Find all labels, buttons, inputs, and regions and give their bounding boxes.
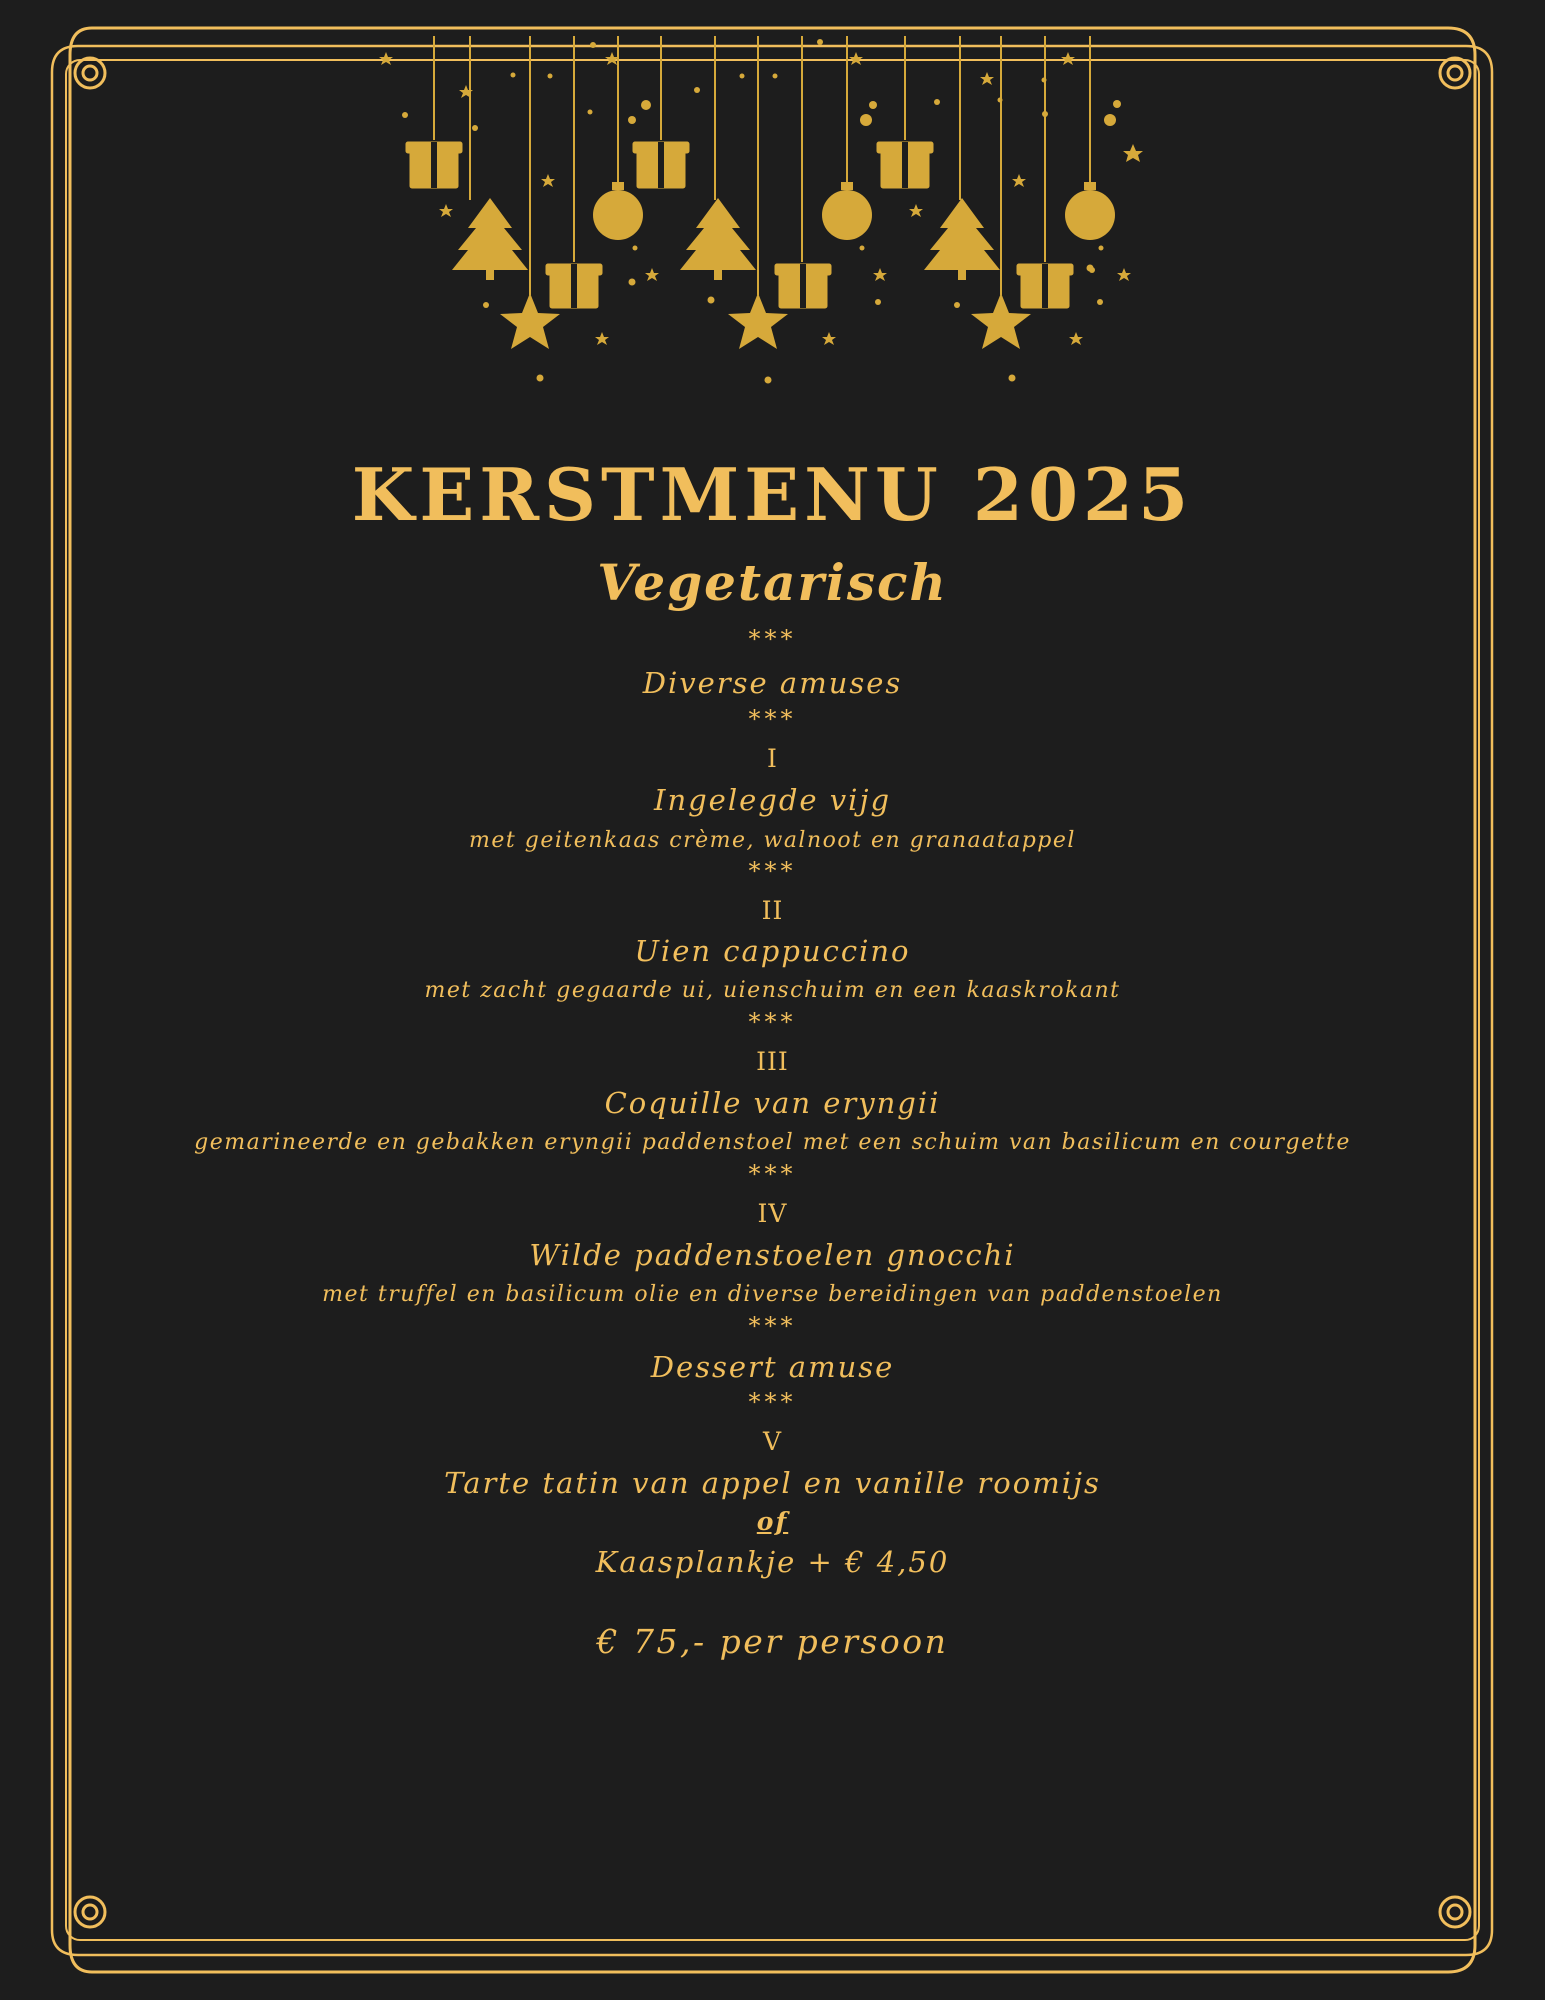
separator: *** (748, 1388, 797, 1416)
menu-price: € 75,- per persoon (596, 1622, 949, 1661)
dessert-amuse: Dessert amuse (650, 1350, 895, 1384)
course-dish: Wilde paddenstoelen gnocchi (529, 1238, 1016, 1272)
course-description: gemarineerde en gebakken eryngii paddenstoel met een schuim van basilicum en courgette (194, 1130, 1351, 1155)
menu-subtitle: Vegetarisch (597, 553, 948, 612)
course-number: III (756, 1047, 789, 1076)
separator: *** (748, 1008, 797, 1036)
separator: *** (748, 705, 797, 733)
dessert-alternative: Kaasplankje + € 4,50 (595, 1545, 950, 1579)
separator: *** (748, 857, 797, 885)
course-number: V (762, 1427, 783, 1456)
separator: *** (748, 625, 797, 653)
course-description: met geitenkaas crème, walnoot en granaatappel (469, 828, 1076, 853)
course-description: met zacht gegaarde ui, uienschuim en een kaaskrokant (424, 978, 1121, 1003)
course-dish: Ingelegde vijg (653, 783, 892, 817)
menu-title: KERSTMENU 2025 (351, 452, 1194, 537)
separator: *** (748, 1160, 797, 1188)
course-dish: Coquille van eryngii (604, 1086, 941, 1120)
course-number: IV (757, 1199, 788, 1228)
course-number: I (767, 744, 778, 773)
separator: *** (748, 1312, 797, 1340)
course-dish: Uien cappuccino (634, 934, 911, 968)
dessert-or: of (756, 1507, 789, 1536)
dessert-dish: Tarte tatin van appel en vanille roomijs (444, 1466, 1101, 1500)
course-number: II (761, 896, 784, 925)
amuses: Diverse amuses (642, 666, 903, 700)
course-description: met truffel en basilicum olie en diverse bereidingen van paddenstoelen (322, 1282, 1223, 1307)
